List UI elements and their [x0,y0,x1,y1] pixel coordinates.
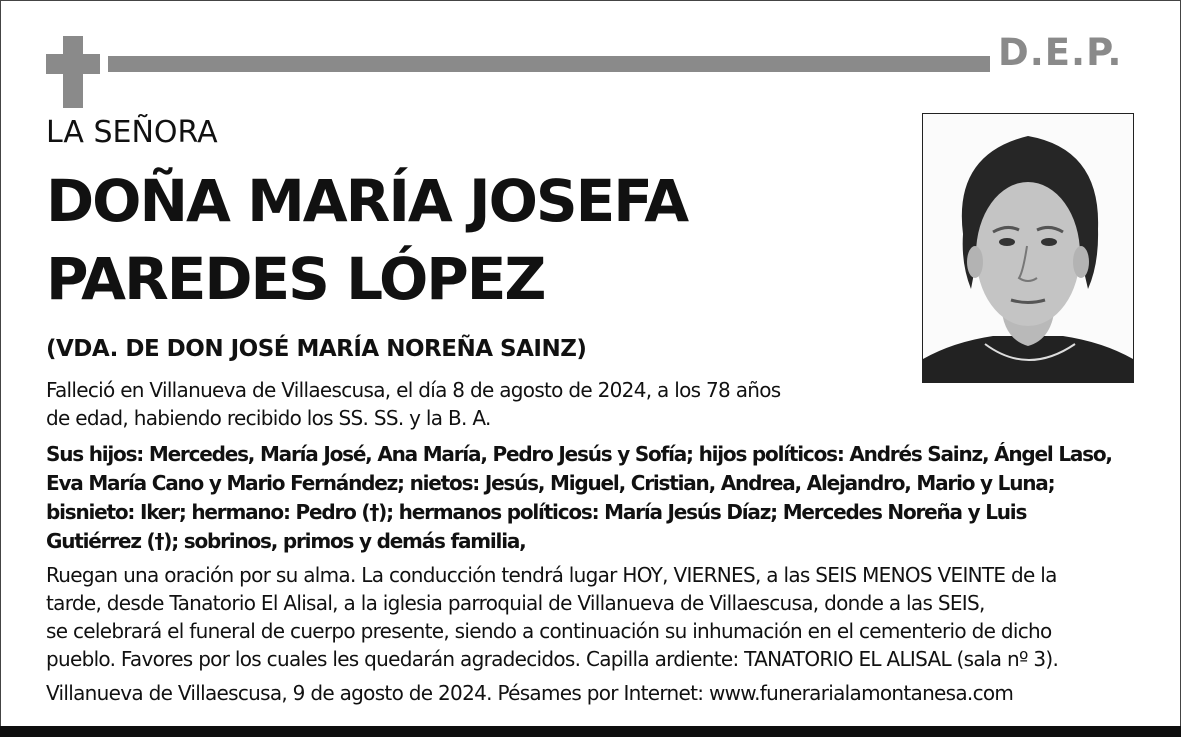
deceased-name-line1: DOÑA MARÍA JOSEFA [46,167,688,235]
death-line: de edad, habiendo recibido los SS. SS. y la B. A. [46,406,491,430]
portrait-photo [922,113,1134,383]
death-line: Falleció en Villanueva de Villaescusa, el día 8 de agosto de 2024, a los 78 años [46,378,781,402]
request-line: pueblo. Favores por los cuales les quedarán agradecidos. Capilla ardiente: TANATORIO EL ALISAL (sala nº 3). [46,647,1059,671]
request-line: tarde, desde Tanatorio El Alisal, a la iglesia parroquial de Villanueva de Villaescusa, donde a las SEIS, [46,591,985,615]
family-line: Sus hijos: Mercedes, María José, Ana María, Pedro Jesús y Sofía; hijos políticos: Andrés Sainz, Ángel Laso, [46,442,1112,466]
bottom-border [0,726,1181,737]
title-prefix: LA SEÑORA [46,115,218,150]
family-line: Eva María Cano y Mario Fernández; nietos: Jesús, Miguel, Cristian, Andrea, Alejandro, Mario y Luna; [46,471,1055,495]
cross-icon-arm [46,54,100,74]
header-rule [108,56,990,72]
dep-label: D.E.P. [998,31,1123,74]
footer-line: Villanueva de Villaescusa, 9 de agosto de 2024. Pésames por Internet: www.funerarialamontanesa.com [46,681,1014,705]
request-line: se celebrará el funeral de cuerpo presente, siendo a continuación su inhumación en el cementerio de dicho [46,619,1052,643]
family-line: Gutiérrez (†); sobrinos, primos y demás familia, [46,529,526,553]
widow-of: (VDA. DE DON JOSÉ MARÍA NOREÑA SAINZ) [46,336,587,362]
family-line: bisnieto: Iker; hermano: Pedro (†); hermanos políticos: María Jesús Díaz; Mercedes Noreña y Luis [46,500,1027,524]
deceased-name-line2: PAREDES LÓPEZ [46,245,545,313]
request-line: Ruegan una oración por su alma. La conducción tendrá lugar HOY, VIERNES, a las SEIS MENOS VEINTE de la [46,563,1057,587]
